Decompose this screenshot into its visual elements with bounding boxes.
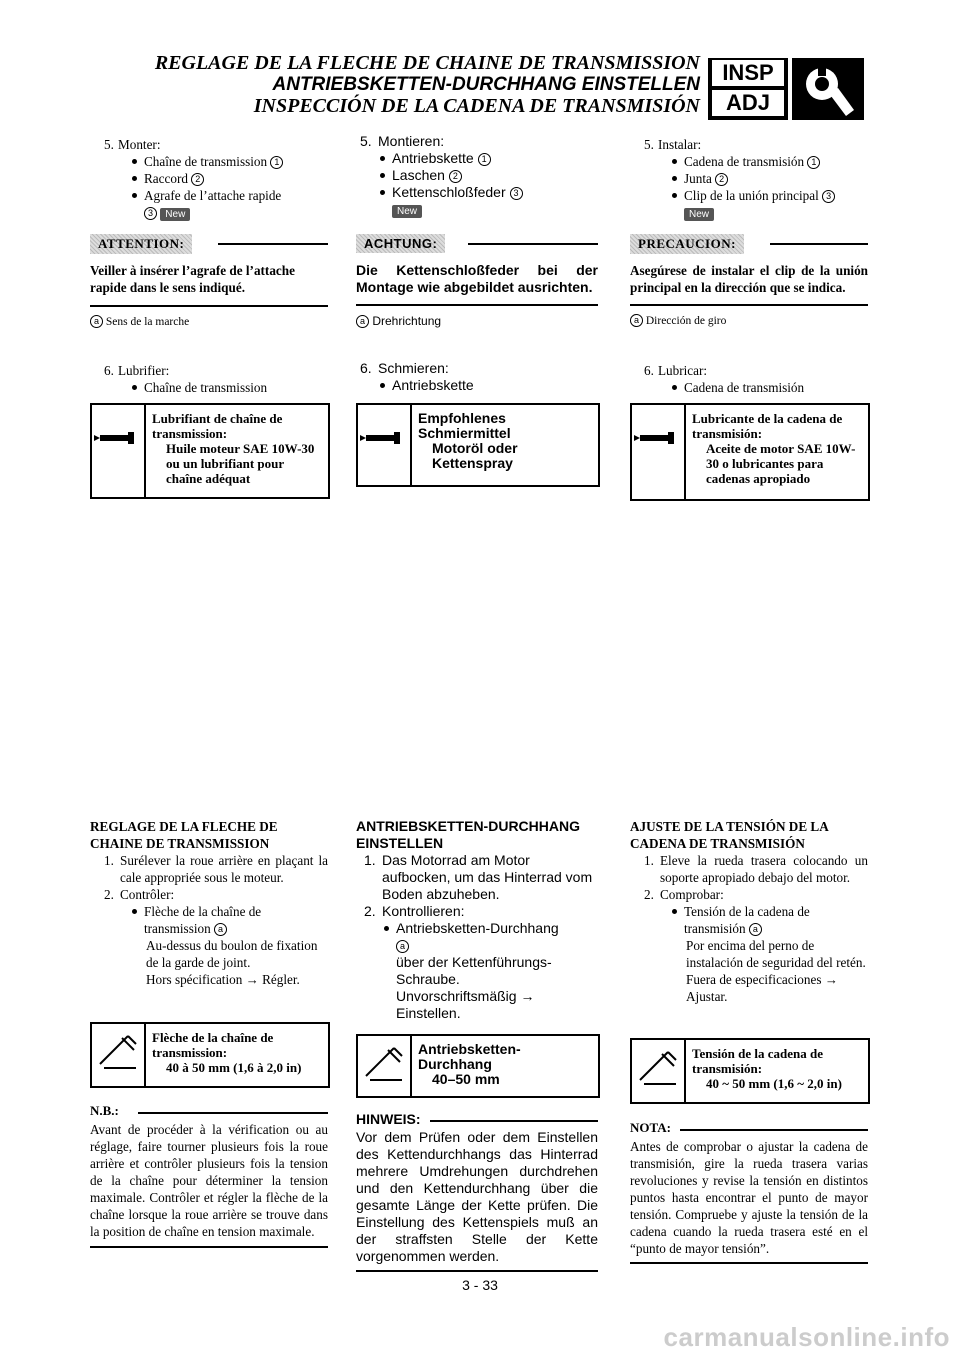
fr-slack-box: Flèche de la chaîne de transmission: 40 à 50 mm (1,6 à 2,0 in) xyxy=(90,1022,330,1088)
de-slack-box: Antriebsketten-Durchhang 40–50 mm xyxy=(356,1034,600,1098)
watermark: carmanualsonline.info xyxy=(663,1322,950,1352)
fr-lubricant-box: Lubrifiant de chaîne de transmission: Huile moteur SAE 10W-30 ou un lubrifiant pour chaîne adéquat xyxy=(90,403,330,499)
measure-icon xyxy=(358,1036,412,1096)
oil-can-icon xyxy=(632,405,686,499)
de-caution: ACHTUNG: Die Kettenschloßfeder bei der Montage wie abgebildet ausrichten. a Drehrichtung xyxy=(356,236,598,328)
es-slack-box: Tensión de la cadena de transmisión: 40 ~ 50 mm (1,6 ~ 2,0 in) xyxy=(630,1038,870,1104)
new-badge: New xyxy=(160,208,190,221)
badge-insp: INSP xyxy=(712,60,784,86)
es-step6: 6. Lubricar: Cadena de transmisión xyxy=(630,362,870,396)
oil-can-icon xyxy=(358,405,412,485)
es-lubricant-box: Lubricante de la cadena de transmisión: Aceite de motor SAE 10W-30 o lubricantes para cadenas apropiado xyxy=(630,403,870,501)
es-item3: Clip de la unión principal 3 New xyxy=(670,187,870,221)
es-step5: 5. Instalar: xyxy=(644,137,702,152)
fr-item3: Agrafe de l’attache rapide 3 New xyxy=(130,187,330,221)
de-bottom-column: ANTRIEBSKETTEN-DURCHHANG EINSTELLEN 1. Das Motorrad am Motor aufbocken, um das Hinterrad vom Boden abzuheben. 2. Kontrollieren: Antriebsketten-Durchhang a über der Kettenführungs-Schraube. Unvorschriftsmäßig → Einstellen. xyxy=(356,818,598,1022)
fr-step5: 5. Monter: xyxy=(104,137,161,152)
fr-item1: Chaîne de transmission 1 xyxy=(130,153,330,170)
es-item2: Junta 2 xyxy=(670,170,870,187)
fr-step6: 6. Lubrifier: Chaîne de transmission xyxy=(90,362,330,396)
es-note: NOTA: Antes de comprobar o ajustar la cadena de transmisión, gire la rueda trasera varias revoluciones y revise la tensión en distintos puntos hasta encontrar el punto de mayor tensión. Compruebe y ajuste la tensión de la cadena cuando la rueda trasera esté en el “punto de mayor tensión”. xyxy=(630,1120,868,1264)
fr-caution: ATTENTION: Veiller à insérer l’agrafe de l’attache rapide dans le sens indiqué. a Sens de la marche xyxy=(90,234,328,328)
es-top-column xyxy=(630,136,870,221)
de-note: HINWEIS: Vor dem Prüfen oder dem Einstellen des Kettendurchhangs das Hinterrad mehrere Umdrehungen durchdrehen und den Kettendurchhang über die gesamte Länge der Kette prüfen. Die Einstellung des Kettenspiels muß an der straffsten Stelle der Kette vorgenommen werden. xyxy=(356,1111,598,1272)
fr-top-column xyxy=(90,136,330,221)
header-title-de: ANTRIEBSKETTEN-DURCHHANG EINSTELLEN xyxy=(272,74,700,95)
es-caution: PRECAUCION: Asegúrese de instalar el clip de la unión principal en la dirección que se indica. a Dirección de giro xyxy=(630,236,868,327)
header-title-es: INSPECCIÓN DE LA CADENA DE TRANSMISIÓN xyxy=(253,95,700,117)
header-title-fr: REGLAGE DE LA FLECHE DE CHAINE DE TRANSMISSION xyxy=(154,52,700,74)
wrench-icon xyxy=(792,58,864,120)
es-bottom-column: AJUSTE DE LA TENSIÓN DE LA CADENA DE TRANSMISIÓN 1. Eleve la rueda trasera colocando un soporte apropiado debajo del motor. 2. Comprobar: Tensión de la cadena de transmisión a Por encima del perno de instalación de seguridad del retén. Fuera de especificaciones → Ajustar. xyxy=(630,819,868,1004)
de-item2: Laschen 2 xyxy=(378,167,596,184)
de-step6: 6. Schmieren: Antriebskette xyxy=(356,360,596,394)
de-item3: Kettenschloßfeder 3 New xyxy=(378,184,596,218)
oil-can-icon xyxy=(92,405,146,497)
fr-note: N.B.: Avant de procéder à la vérification ou au réglage, faire tourner plusieurs fois la roue arrière et contrôler plusieurs fois la tension de la chaîne pour déterminer la tension maximale. Contrôler et régler la flèche de la chaîne lorsque la roue arrière se trouve dans la position de chaîne en tension maximale. xyxy=(90,1103,328,1248)
measure-icon xyxy=(92,1024,146,1086)
badge-adj: ADJ xyxy=(712,90,784,116)
de-top-column xyxy=(356,133,596,218)
es-item1: Cadena de transmisión 1 xyxy=(670,153,870,170)
de-lubricant-box: Empfohlenes Schmiermittel Motoröl oder Kettenspray xyxy=(356,403,600,487)
de-step5: 5. Montieren: xyxy=(360,133,445,149)
fr-item2: Raccord 2 xyxy=(130,170,330,187)
fr-section-title: REGLAGE DE LA FLECHE DE CHAINE DE TRANSMISSION xyxy=(90,819,278,851)
de-item1: Antriebskette 1 xyxy=(378,150,596,167)
measure-icon xyxy=(632,1040,686,1102)
fr-bottom-column: REGLAGE DE LA FLECHE DE CHAINE DE TRANSMISSION 1. Surélever la roue arrière en plaçant la cale appropriée sous le moteur. 2. Contrôler: Flèche de la chaîne de transmission a Au-dessus du boulon de fixation de la garde de joint. Hors spécification → Régler. xyxy=(90,819,328,987)
page-number: 3 - 33 xyxy=(462,1277,498,1293)
